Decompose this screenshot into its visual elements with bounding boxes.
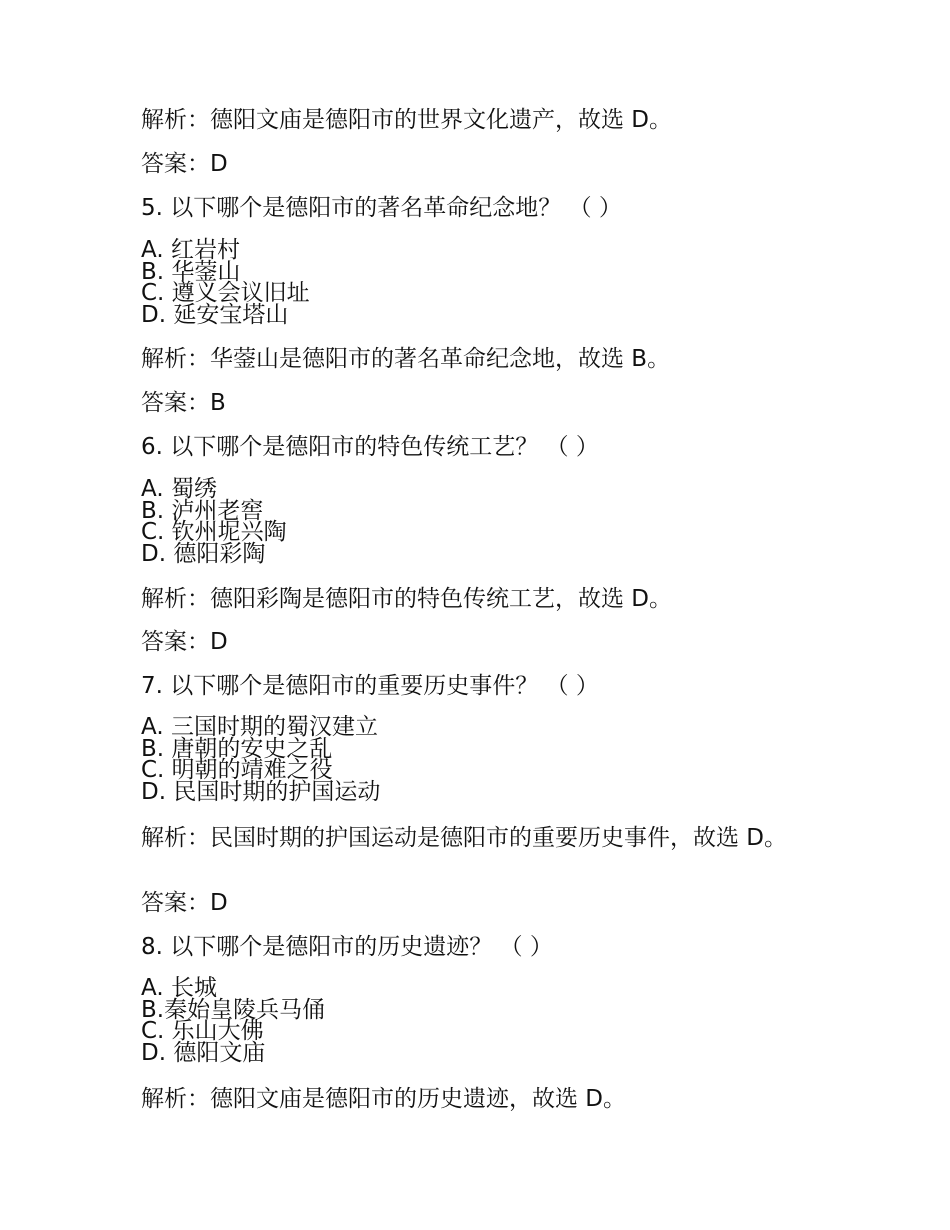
q7-option-a: A. 三国时期的蜀汉建立 — [141, 714, 378, 740]
q7-option-b: B. 唐朝的安史之乱 — [141, 735, 333, 762]
q8-option-c: C. 乐山大佛 — [141, 1018, 264, 1044]
q6-option-c: C. 钦州坭兴陶 — [141, 519, 287, 545]
q7-answer: 答案：D — [141, 890, 228, 916]
q8-option-b: B.秦始皇陵兵马俑 — [141, 996, 326, 1023]
q7-option-d: D. 民国时期的护国运动 — [141, 778, 381, 805]
q7-analysis: 解析：民国时期的护国运动是德阳市的重要历史事件，故选 D。 — [141, 825, 788, 851]
q5-option-c: C. 遵义会议旧址 — [141, 280, 310, 306]
q5-option-d: D. 延安宝塔山 — [141, 301, 289, 328]
q6-question: 6. 以下哪个是德阳市的特色传统工艺？ （ ） — [141, 434, 599, 460]
q8-options — [141, 975, 326, 1066]
q5-question: 5. 以下哪个是德阳市的著名革命纪念地？ （ ） — [141, 195, 622, 221]
q5-option-b: B. 华蓥山 — [141, 258, 241, 285]
q5-option-a: A. 红岩村 — [141, 237, 240, 263]
q5-answer: 答案：B — [141, 390, 226, 416]
q8-analysis: 解析：德阳文庙是德阳市的历史遗迹，故选 D。 — [141, 1086, 627, 1112]
q7-option-c: C. 明朝的靖难之役 — [141, 757, 333, 783]
q6-option-d: D. 德阳彩陶 — [141, 540, 266, 567]
q6-analysis: 解析：德阳彩陶是德阳市的特色传统工艺，故选 D。 — [141, 586, 673, 612]
q5-analysis: 解析：华蓥山是德阳市的著名革命纪念地，故选 B。 — [141, 346, 671, 372]
q8-question: 8. 以下哪个是德阳市的历史遗迹？ （ ） — [141, 934, 553, 960]
q6-options — [141, 476, 287, 567]
q8-option-a: A. 长城 — [141, 975, 217, 1001]
q6-option-a: A. 蜀绣 — [141, 476, 217, 502]
q5-options — [141, 237, 310, 328]
q6-option-b: B. 泸州老窖 — [141, 497, 264, 524]
q7-question: 7. 以下哪个是德阳市的重要历史事件？ （ ） — [141, 673, 599, 699]
q7-options — [141, 714, 381, 805]
q4-analysis: 解析：德阳文庙是德阳市的世界文化遗产，故选 D。 — [141, 107, 673, 133]
q4-answer: 答案：D — [141, 151, 228, 177]
q6-answer: 答案：D — [141, 629, 228, 655]
q8-option-d: D. 德阳文庙 — [141, 1039, 266, 1066]
